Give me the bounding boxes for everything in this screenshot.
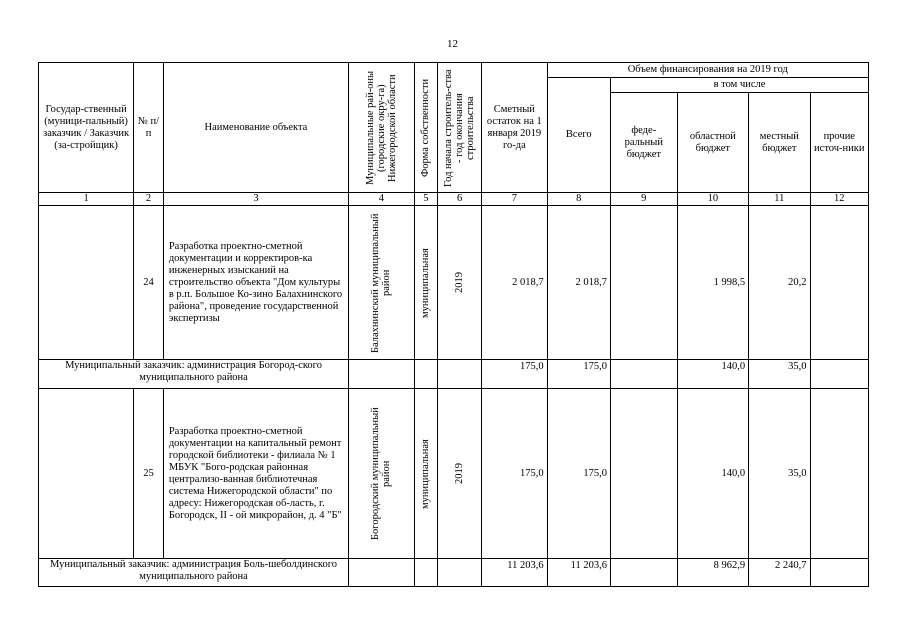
empty-cell <box>349 360 414 389</box>
ownership-cell <box>414 206 438 360</box>
row-num: 24 <box>134 206 164 360</box>
column-number: 11 <box>749 193 810 206</box>
ownership-cell <box>414 389 438 559</box>
column-number: 4 <box>349 193 414 206</box>
row-num: 25 <box>134 389 164 559</box>
header-object-name: Наименование объекта <box>163 63 348 193</box>
header-customer: Государ-ственный (муници-пальный) заказчик / Заказчик (за-стройщик) <box>39 63 134 193</box>
years-cell <box>438 206 482 360</box>
remainder: 11 203,6 <box>482 559 547 587</box>
regional: 140,0 <box>677 360 749 389</box>
ownership: муниципальная <box>420 438 432 509</box>
local: 35,0 <box>749 389 810 559</box>
header-years-cell <box>438 63 482 193</box>
header-local: местный бюджет <box>749 93 810 193</box>
column-number: 9 <box>611 193 678 206</box>
regional: 8 962,9 <box>677 559 749 587</box>
empty-cell <box>349 559 414 587</box>
years: 2019 <box>454 272 466 293</box>
object-name: Разработка проектно-сметной документации и корректиров-ка инженерных изысканий на строительство объекта "Дом культуры в р.п. Большое Ко-зино Балахнинского района", проведение государственной экспертизы <box>163 206 348 360</box>
remainder: 175,0 <box>482 360 547 389</box>
header-num: № п/п <box>134 63 164 193</box>
total: 175,0 <box>547 389 610 559</box>
empty-cell <box>438 559 482 587</box>
header-regional: областной бюджет <box>677 93 749 193</box>
district: Балахнинский муниципальный район <box>370 212 393 353</box>
table-row <box>39 360 869 389</box>
header-ownership-cell <box>414 63 438 193</box>
other <box>810 360 868 389</box>
header-district: Муниципальные рай-оны (городские окру-га) Нижегородской области <box>364 70 398 185</box>
regional: 1 998,5 <box>677 206 749 360</box>
header-including: в том числе <box>611 78 869 93</box>
header-years: Год начала строитель-ства - год окончания строительства <box>443 68 477 187</box>
remainder: 175,0 <box>482 389 547 559</box>
empty-cell <box>414 559 438 587</box>
column-number: 3 <box>163 193 348 206</box>
ownership: муниципальная <box>420 247 432 318</box>
table-row <box>39 206 869 360</box>
regional: 140,0 <box>677 389 749 559</box>
total: 11 203,6 <box>547 559 610 587</box>
header-remainder: Сметный остаток на 1 января 2019 го-да <box>482 63 547 193</box>
other <box>810 559 868 587</box>
remainder: 2 018,7 <box>482 206 547 360</box>
object-name: Разработка проектно-сметной документации на капитальный ремонт городской библиотеки - филиала № 1 МБУК "Бого-родская районная централизо-ванная библиотечная система Нижегородской области" по адресу: Нижегородская об-ласть, г. Богородск, II - ой микрорайон, д. 4 "Б" <box>163 389 348 559</box>
other <box>810 389 868 559</box>
district-cell <box>349 206 414 360</box>
local: 20,2 <box>749 206 810 360</box>
federal <box>611 559 678 587</box>
years: 2019 <box>454 463 466 484</box>
total: 2 018,7 <box>547 206 610 360</box>
column-number: 2 <box>134 193 164 206</box>
header-other: прочие источ-ники <box>810 93 868 193</box>
column-number: 1 <box>39 193 134 206</box>
table-row <box>39 559 869 587</box>
header-ownership: Форма собственности <box>420 78 432 177</box>
district-cell <box>349 389 414 559</box>
customer-label: Муниципальный заказчик: администрация Боль-шеболдинского муниципального района <box>39 559 349 587</box>
empty-cell <box>414 360 438 389</box>
federal <box>611 206 678 360</box>
district: Богородский муниципальный район <box>370 407 393 540</box>
column-number: 10 <box>677 193 749 206</box>
local: 2 240,7 <box>749 559 810 587</box>
page-number: 12 <box>447 38 458 50</box>
column-number: 5 <box>414 193 438 206</box>
table-row <box>39 389 869 559</box>
federal <box>611 360 678 389</box>
column-number: 12 <box>810 193 868 206</box>
years-cell <box>438 389 482 559</box>
column-number: 6 <box>438 193 482 206</box>
header-federal: феде-ральный бюджет <box>611 93 678 193</box>
column-number: 7 <box>482 193 547 206</box>
total: 175,0 <box>547 360 610 389</box>
column-number: 8 <box>547 193 610 206</box>
financing-table <box>38 62 869 587</box>
customer-cell <box>39 389 134 559</box>
empty-cell <box>438 360 482 389</box>
header-total: Всего <box>547 78 610 193</box>
local: 35,0 <box>749 360 810 389</box>
header-district-cell <box>349 63 414 193</box>
customer-label: Муниципальный заказчик: администрация Богород-ского муниципального района <box>39 360 349 389</box>
other <box>810 206 868 360</box>
federal <box>611 389 678 559</box>
header-financing: Объем финансирования на 2019 год <box>547 63 868 78</box>
customer-cell <box>39 206 134 360</box>
